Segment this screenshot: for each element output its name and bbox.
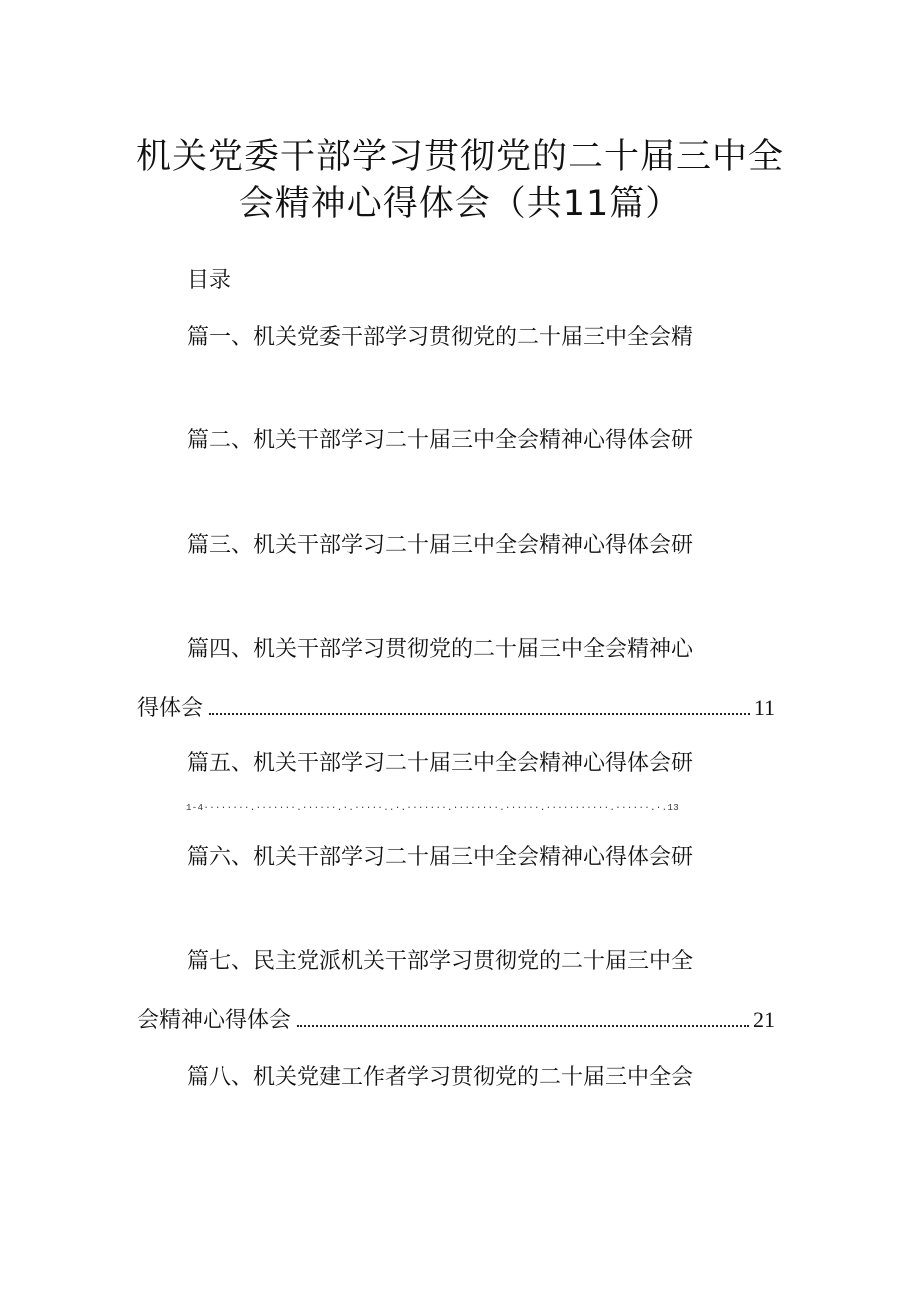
toc-entry-6[interactable]: 篇六、机关干部学习二十届三中全会精神心得体会研: [187, 845, 694, 870]
toc-entry-7-page-number: 21: [753, 1007, 775, 1032]
toc-entry-2[interactable]: 篇二、机关干部学习二十届三中全会精神心得体会研: [187, 428, 694, 453]
toc-entry-4-continuation-text: 得体会: [137, 696, 204, 721]
toc-entry-4-page-number: 11: [753, 695, 775, 720]
toc-entry-5[interactable]: 篇五、机关干部学习二十届三中全会精神心得体会研: [187, 751, 694, 776]
toc-entry-4-continuation[interactable]: [137, 692, 775, 725]
toc-heading: 目录: [187, 268, 232, 293]
toc-entry-8[interactable]: 篇八、机关党建工作者学习贯彻党的二十届三中全会: [187, 1065, 694, 1090]
toc-entry-1[interactable]: 篇一、机关党委干部学习贯彻党的二十届三中全会精: [187, 325, 694, 350]
toc-entry-3[interactable]: 篇三、机关干部学习二十届三中全会精神心得体会研: [187, 533, 694, 558]
toc-entry-7-continuation[interactable]: [137, 1004, 775, 1037]
dot-leader: [297, 1024, 749, 1027]
toc-entry-7[interactable]: 篇七、民主党派机关干部学习贯彻党的二十届三中全: [187, 949, 694, 974]
document-title-line-1: 机关党委干部学习贯彻党的二十届三中全: [135, 137, 784, 177]
toc-entry-7-continuation-text: 会精神心得体会: [137, 1008, 292, 1033]
toc-entry-5-leader-line: 1-4········.·······.······.·.·····..·.·······.········.······.···········.······.·.13: [186, 803, 680, 813]
document-title-line-2: 会精神心得体会（共11篇）: [238, 184, 682, 224]
toc-entry-4[interactable]: 篇四、机关干部学习贯彻党的二十届三中全会精神心: [187, 637, 694, 662]
dot-leader: [209, 712, 750, 715]
